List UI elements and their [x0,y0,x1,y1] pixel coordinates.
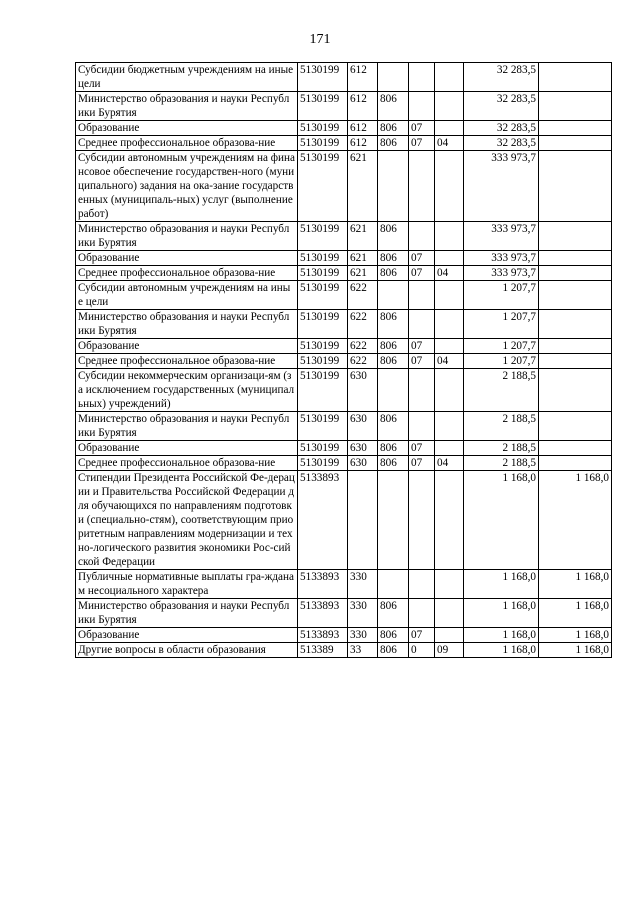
row-name: Субсидии автономным учреждениям на иные цели [76,281,298,310]
expense-type-code: 621 [348,151,378,222]
budget-table-body [76,63,612,658]
amount-secondary [539,441,612,456]
ministry-code [378,151,409,222]
subsection-code [435,310,464,339]
target-article-code: 5133893 [298,471,348,570]
section-code: 07 [409,339,435,354]
section-code: 0 [409,643,435,658]
subsection-code [435,251,464,266]
amount: 1 168,0 [464,599,539,628]
target-article-code: 5130199 [298,339,348,354]
amount: 1 207,7 [464,310,539,339]
ministry-code: 806 [378,310,409,339]
row-name: Публичные нормативные выплаты гра-жданам несоциального характера [76,570,298,599]
table-row [76,136,612,151]
target-article-code: 5130199 [298,222,348,251]
amount-secondary [539,456,612,471]
subsection-code [435,369,464,412]
amount-secondary [539,121,612,136]
amount-secondary: 1 168,0 [539,643,612,658]
section-code [409,151,435,222]
budget-table [75,62,612,658]
amount-secondary [539,63,612,92]
table-row [76,599,612,628]
row-name: Среднее профессиональное образова-ние [76,456,298,471]
ministry-code [378,369,409,412]
section-code: 07 [409,441,435,456]
amount: 2 188,5 [464,412,539,441]
row-name: Образование [76,121,298,136]
subsection-code: 09 [435,643,464,658]
row-name: Среднее профессиональное образова-ние [76,354,298,369]
amount: 1 168,0 [464,643,539,658]
amount-secondary [539,412,612,441]
expense-type-code: 621 [348,251,378,266]
row-name: Министерство образования и науки Республики Бурятия [76,310,298,339]
subsection-code [435,412,464,441]
table-row [76,251,612,266]
subsection-code [435,63,464,92]
subsection-code [435,92,464,121]
ministry-code: 806 [378,441,409,456]
ministry-code: 806 [378,599,409,628]
ministry-code: 806 [378,222,409,251]
amount: 1 207,7 [464,339,539,354]
target-article-code: 5130199 [298,266,348,281]
expense-type-code: 612 [348,63,378,92]
row-name: Стипендии Президента Российской Фе-дерации и Правительства Российской Федерации для обучающихся по направлениям подготовки (специально-стям), соответствующим приоритетным направлениям модернизации и техно-логического развития экономики Рос-сийской Федерации [76,471,298,570]
amount-secondary [539,354,612,369]
amount: 1 168,0 [464,628,539,643]
expense-type-code: 630 [348,369,378,412]
section-code [409,471,435,570]
subsection-code [435,151,464,222]
section-code: 07 [409,266,435,281]
amount: 333 973,7 [464,222,539,251]
row-name: Министерство образования и науки Республики Бурятия [76,92,298,121]
target-article-code: 5133893 [298,628,348,643]
amount-secondary [539,281,612,310]
row-name: Министерство образования и науки Республики Бурятия [76,412,298,441]
target-article-code: 5130199 [298,281,348,310]
expense-type-code: 622 [348,354,378,369]
subsection-code: 04 [435,266,464,281]
ministry-code [378,570,409,599]
row-name: Образование [76,441,298,456]
subsection-code [435,471,464,570]
row-name: Субсидии некоммерческим организаци-ям (за исключением государственных (муниципальных) учреждений) [76,369,298,412]
section-code: 07 [409,354,435,369]
expense-type-code: 612 [348,121,378,136]
amount-secondary [539,151,612,222]
table-row [76,222,612,251]
expense-type-code: 612 [348,92,378,121]
amount: 1 168,0 [464,570,539,599]
ministry-code: 806 [378,251,409,266]
subsection-code [435,339,464,354]
subsection-code [435,222,464,251]
amount: 333 973,7 [464,251,539,266]
amount-secondary [539,369,612,412]
row-name: Субсидии автономным учреждениям на финансовое обеспечение государствен-ного (муниципального) задания на ока-зание государственных (муниципаль-ных) услуг (выполнение работ) [76,151,298,222]
expense-type-code: 630 [348,441,378,456]
row-name: Среднее профессиональное образова-ние [76,266,298,281]
row-name: Образование [76,628,298,643]
amount-secondary: 1 168,0 [539,628,612,643]
row-name: Образование [76,251,298,266]
target-article-code: 5130199 [298,63,348,92]
expense-type-code: 330 [348,628,378,643]
section-code [409,570,435,599]
amount-secondary [539,92,612,121]
table-row [76,310,612,339]
ministry-code: 806 [378,412,409,441]
table-row [76,441,612,456]
amount: 1 168,0 [464,471,539,570]
subsection-code [435,570,464,599]
expense-type-code: 330 [348,599,378,628]
amount-secondary [539,222,612,251]
table-row [76,412,612,441]
expense-type-code: 612 [348,136,378,151]
expense-type-code [348,471,378,570]
ministry-code: 806 [378,339,409,354]
section-code: 07 [409,456,435,471]
section-code [409,222,435,251]
amount-secondary [539,251,612,266]
section-code: 07 [409,251,435,266]
target-article-code: 5130199 [298,92,348,121]
subsection-code: 04 [435,456,464,471]
amount: 333 973,7 [464,151,539,222]
table-row [76,369,612,412]
ministry-code: 806 [378,121,409,136]
table-row [76,339,612,354]
target-article-code: 5130199 [298,310,348,339]
expense-type-code: 622 [348,339,378,354]
amount: 1 207,7 [464,354,539,369]
expense-type-code: 33 [348,643,378,658]
target-article-code: 513389 [298,643,348,658]
expense-type-code: 622 [348,281,378,310]
target-article-code: 5133893 [298,599,348,628]
section-code: 07 [409,121,435,136]
table-row [76,471,612,570]
row-name: Министерство образования и науки Республики Бурятия [76,222,298,251]
subsection-code [435,441,464,456]
ministry-code [378,471,409,570]
row-name: Среднее профессиональное образова-ние [76,136,298,151]
section-code [409,310,435,339]
target-article-code: 5130199 [298,354,348,369]
section-code [409,92,435,121]
ministry-code: 806 [378,456,409,471]
expense-type-code: 621 [348,266,378,281]
target-article-code: 5133893 [298,570,348,599]
amount-secondary: 1 168,0 [539,599,612,628]
target-article-code: 5130199 [298,136,348,151]
expense-type-code: 621 [348,222,378,251]
amount-secondary [539,266,612,281]
target-article-code: 5130199 [298,251,348,266]
table-row [76,643,612,658]
amount: 2 188,5 [464,441,539,456]
table-row [76,92,612,121]
target-article-code: 5130199 [298,369,348,412]
ministry-code: 806 [378,266,409,281]
ministry-code [378,281,409,310]
table-row [76,121,612,136]
row-name: Другие вопросы в области образования [76,643,298,658]
amount-secondary: 1 168,0 [539,471,612,570]
amount: 32 283,5 [464,121,539,136]
amount: 333 973,7 [464,266,539,281]
table-row [76,628,612,643]
subsection-code: 04 [435,354,464,369]
target-article-code: 5130199 [298,456,348,471]
subsection-code [435,628,464,643]
expense-type-code: 630 [348,456,378,471]
amount-secondary [539,136,612,151]
table-row [76,354,612,369]
target-article-code: 5130199 [298,441,348,456]
table-row [76,281,612,310]
subsection-code [435,281,464,310]
ministry-code: 806 [378,92,409,121]
amount: 32 283,5 [464,92,539,121]
row-name: Субсидии бюджетным учреждениям на иные цели [76,63,298,92]
row-name: Образование [76,339,298,354]
section-code: 07 [409,136,435,151]
ministry-code [378,63,409,92]
section-code [409,599,435,628]
expense-type-code: 330 [348,570,378,599]
amount: 1 207,7 [464,281,539,310]
amount-secondary [539,339,612,354]
section-code: 07 [409,628,435,643]
amount-secondary [539,310,612,339]
table-row [76,151,612,222]
subsection-code [435,121,464,136]
section-code [409,281,435,310]
section-code [409,369,435,412]
expense-type-code: 622 [348,310,378,339]
ministry-code: 806 [378,643,409,658]
row-name: Министерство образования и науки Республики Бурятия [76,599,298,628]
expense-type-code: 630 [348,412,378,441]
table-row [76,570,612,599]
table-row [76,63,612,92]
target-article-code: 5130199 [298,121,348,136]
subsection-code: 04 [435,136,464,151]
target-article-code: 5130199 [298,151,348,222]
table-row [76,456,612,471]
page-number: 171 [309,32,331,47]
table-row [76,266,612,281]
amount: 2 188,5 [464,456,539,471]
amount: 32 283,5 [464,63,539,92]
section-code [409,412,435,441]
ministry-code: 806 [378,354,409,369]
ministry-code: 806 [378,136,409,151]
amount-secondary: 1 168,0 [539,570,612,599]
subsection-code [435,599,464,628]
amount: 32 283,5 [464,136,539,151]
amount: 2 188,5 [464,369,539,412]
target-article-code: 5130199 [298,412,348,441]
ministry-code: 806 [378,628,409,643]
section-code [409,63,435,92]
